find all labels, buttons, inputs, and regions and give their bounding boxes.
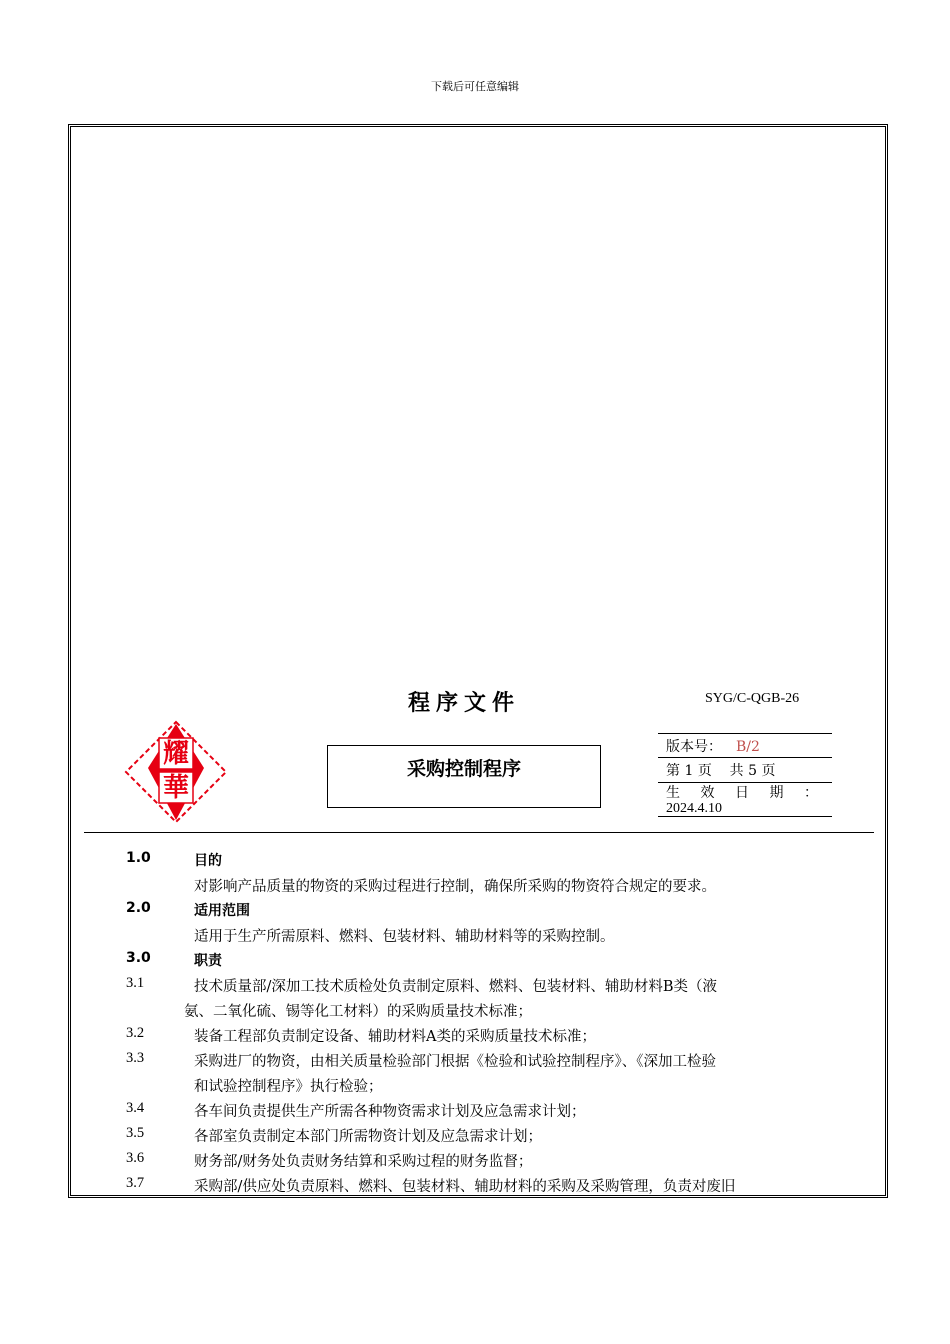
section-heading: 适用范围: [194, 903, 250, 919]
effective-row: [658, 782, 832, 817]
title-box: [327, 745, 601, 808]
effective-date: 2024.4.10: [666, 801, 722, 816]
page-prefix: 第: [666, 763, 680, 779]
section-number: 3.4: [126, 1100, 145, 1116]
section-number: 3.1: [126, 975, 145, 991]
section-text: 技术质量部/深加工技术质检处负责制定原料、燃料、包装材料、辅助材料B类（液: [194, 979, 718, 995]
section-text: 适用于生产所需原料、燃料、包装材料、辅助材料等的采购控制。: [194, 929, 615, 945]
section-heading: 目的: [194, 853, 222, 869]
section-text: 装备工程部负责制定设备、辅助材料A类的采购质量技术标准；: [194, 1029, 596, 1045]
section-text: 采购部/供应处负责原料、燃料、包装材料、辅助材料的采购及采购管理，负责对废旧: [194, 1179, 736, 1195]
page-number: 1: [684, 763, 694, 779]
section-text: 和试验控制程序》执行检验；: [194, 1079, 383, 1095]
header-note: 下载后可任意编辑: [431, 80, 519, 93]
meta-table: [658, 733, 832, 817]
logo-char-2: 華: [162, 773, 190, 803]
total-pages: 5: [748, 763, 758, 779]
version-label: 版本号：: [666, 739, 722, 755]
effective-label-char: 期: [769, 785, 784, 801]
section-text: 采购进厂的物资，由相关质量检验部门根据《检验和试验控制程序》、《深加工检验: [194, 1054, 716, 1070]
version-row: [658, 733, 832, 757]
section-number: 3.6: [126, 1150, 145, 1166]
section-text: 财务部/财务处负责财务结算和采购过程的财务监督；: [194, 1154, 533, 1170]
effective-label-char: 效: [700, 785, 715, 801]
section-number: 2.0: [126, 900, 151, 916]
section-number: 3.3: [126, 1050, 145, 1066]
section-number: 3.2: [126, 1025, 145, 1041]
logo-char-1: 耀: [162, 739, 190, 769]
effective-label: [666, 785, 832, 801]
page-unit: 页: [697, 763, 712, 779]
doc-type: 程序文件: [408, 691, 521, 716]
total-prefix: 共: [729, 763, 744, 779]
version-value: B/2: [736, 739, 760, 755]
doc-code: SYG/C-QGB-26: [705, 691, 800, 706]
effective-label-char: 生: [666, 785, 680, 801]
header-divider: [84, 832, 874, 833]
document-title: 采购控制程序: [406, 758, 521, 780]
section-text: 对影响产品质量的物资的采购过程进行控制，确保所采购的物资符合规定的要求。: [194, 879, 716, 895]
section-number: 3.5: [126, 1125, 145, 1141]
page-row: [658, 757, 832, 782]
section-text: 各车间负责提供生产所需各种物资需求计划及应急需求计划；: [194, 1104, 586, 1120]
total-unit: 页: [761, 763, 776, 779]
section-number: 1.0: [126, 850, 151, 866]
effective-label-char: 日: [735, 785, 749, 801]
section-number: 3.0: [126, 950, 151, 966]
effective-label-char: ：: [804, 785, 818, 801]
company-logo-icon: [124, 720, 228, 824]
section-text: 各部室负责制定本部门所需物资计划及应急需求计划；: [194, 1129, 542, 1145]
section-heading: 职责: [194, 953, 222, 969]
section-number: 3.7: [126, 1175, 145, 1191]
section-text: 氨、二氧化硫、锡等化工材料）的采购质量技术标准；: [184, 1004, 532, 1020]
